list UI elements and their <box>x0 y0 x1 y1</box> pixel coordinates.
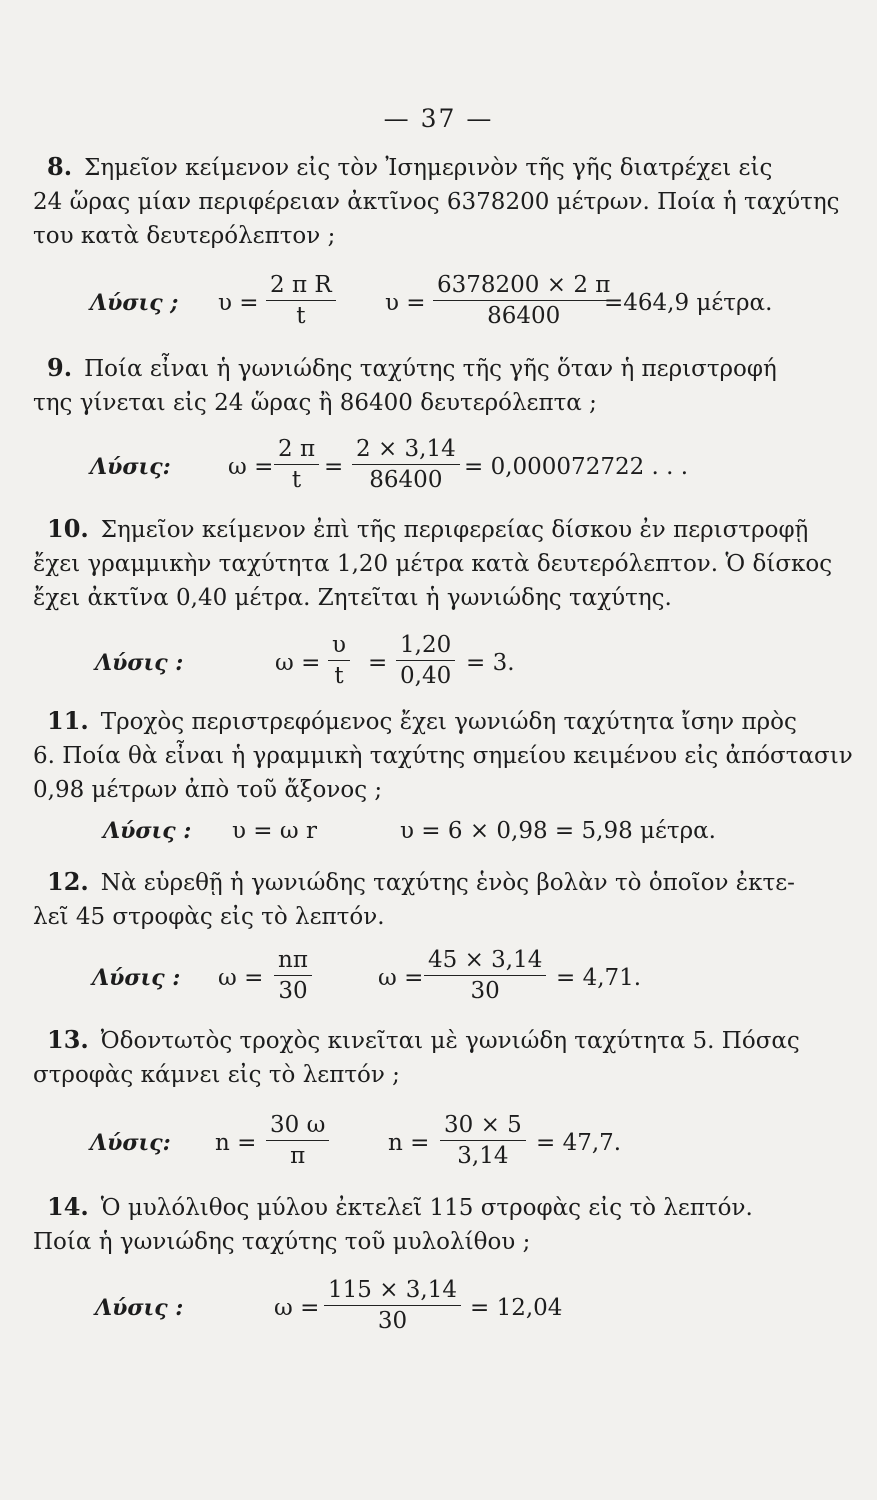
problem-line: 14. Ὁ μυλόλιθος μύλου ἐκτελεῖ 115 στροφὰς εἰς τὸ λεπτόν. <box>47 1192 753 1221</box>
solution-14 <box>0 1275 877 1345</box>
formula-result: = 3. <box>466 650 515 676</box>
problem-line: 0,98 μέτρων ἀπὸ τοῦ ἄξονος ; <box>33 777 383 803</box>
formula-equals: = <box>324 454 344 480</box>
numerator: 2 π R <box>266 272 336 301</box>
formula-lhs: υ = <box>385 290 426 316</box>
numerator: 30 × 5 <box>440 1112 526 1141</box>
numerator: 1,20 <box>396 632 455 661</box>
numerator: 2 π <box>274 436 319 465</box>
solution-label: Λύσις : <box>92 965 181 991</box>
problem-number: 9. <box>47 353 73 382</box>
formula-lhs: ω = <box>218 965 264 991</box>
problem-number: 13. <box>47 1025 89 1054</box>
denominator: 3,14 <box>457 1143 509 1169</box>
formula-fraction <box>274 436 319 493</box>
denominator: π <box>290 1143 306 1169</box>
problem-line: του κατὰ δευτερόλεπτον ; <box>33 223 336 249</box>
problem-number: 10. <box>47 514 89 543</box>
problem-9 <box>33 351 843 420</box>
solution-12 <box>0 943 877 1013</box>
formula-fraction <box>352 436 460 493</box>
problem-line: 12. Νὰ εὑρεθῇ ἡ γωνιώδης ταχύτης ἑνὸς βολὰν τὸ ὁποῖον ἐκτε- <box>47 867 795 896</box>
denominator: 86400 <box>369 467 443 493</box>
formula: υ = ω r <box>232 818 317 844</box>
formula: υ = 6 × 0,98 = 5,98 μέτρα. <box>400 818 716 844</box>
problem-10 <box>33 512 843 615</box>
numerator: nπ <box>274 947 312 976</box>
problem-line: λεῖ 45 στροφὰς εἰς τὸ λεπτόν. <box>33 904 385 930</box>
problem-line: 6. Ποία θὰ εἶναι ἡ γραμμικὴ ταχύτης σημείου κειμένου εἰς ἀπόστασιν <box>33 743 853 769</box>
page-number: — 37 — <box>383 104 494 133</box>
numerator: 45 × 3,14 <box>424 947 546 976</box>
formula-result: = 0,000072722 . . . <box>464 454 689 480</box>
problem-number: 8. <box>47 152 73 181</box>
problem-number: 12. <box>47 867 89 896</box>
problem-11 <box>33 704 853 807</box>
numerator: 6378200 × 2 π <box>433 272 614 301</box>
formula-fraction <box>324 1277 461 1334</box>
solution-label: Λύσις ; <box>90 290 179 316</box>
solution-label: Λύσις : <box>95 650 184 676</box>
denominator: 30 <box>377 1308 408 1334</box>
problem-line: Ποία ἡ γωνιώδης ταχύτης τοῦ μυλολίθου ; <box>33 1229 531 1255</box>
solution-label: Λύσις: <box>90 1130 171 1156</box>
problem-number: 14. <box>47 1192 89 1221</box>
formula-lhs: ω = <box>275 650 321 676</box>
solution-10 <box>0 628 877 698</box>
formula-result: = 12,04 <box>470 1295 563 1321</box>
problem-14 <box>33 1190 843 1259</box>
solution-label: Λύσις : <box>95 1295 184 1321</box>
problem-number: 11. <box>47 706 89 735</box>
formula-lhs: n = <box>215 1130 257 1156</box>
denominator: 0,40 <box>400 663 452 689</box>
problem-13 <box>33 1023 843 1092</box>
numerator: 115 × 3,14 <box>324 1277 461 1306</box>
formula-lhs: ω = <box>228 454 274 480</box>
problem-line: της γίνεται εἰς 24 ὥρας ἢ 86400 δευτερόλεπτα ; <box>33 390 597 416</box>
formula-fraction <box>274 947 312 1004</box>
formula-fraction <box>440 1112 526 1169</box>
solution-label: Λύσις : <box>103 818 192 844</box>
numerator: 2 × 3,14 <box>352 436 460 465</box>
solution-13 <box>0 1108 877 1178</box>
denominator: 30 <box>470 978 500 1004</box>
problem-line: 8. Σημεῖον κείμενον εἰς τὸν Ἰσημερινὸν τῆς γῆς διατρέχει εἰς <box>47 152 773 181</box>
problem-line: 13. Ὀδοντωτὸς τροχὸς κινεῖται μὲ γωνιώδη ταχύτητα 5. Πόσας <box>47 1025 800 1054</box>
denominator: 30 <box>278 978 308 1004</box>
formula-lhs: ω = <box>378 965 424 991</box>
formula-result: =464,9 μέτρα. <box>604 290 773 316</box>
formula-fraction <box>266 272 336 329</box>
formula-result: = 4,71. <box>556 965 642 991</box>
formula-equals: = <box>368 650 388 676</box>
problem-line: 11. Τροχὸς περιστρεφόμενος ἔχει γωνιώδη ταχύτητα ἴσην πρὸς <box>47 706 797 735</box>
denominator: t <box>334 663 344 689</box>
denominator: t <box>296 303 306 329</box>
solution-label: Λύσις: <box>90 454 171 480</box>
denominator: t <box>291 467 302 493</box>
solution-9 <box>0 432 877 502</box>
numerator: υ <box>328 632 350 661</box>
problem-8 <box>33 150 843 253</box>
problem-line: 24 ὥρας μίαν περιφέρειαν ἀκτῖνος 6378200 μέτρων. Ποία ἡ ταχύτης <box>33 189 840 215</box>
numerator: 30 ω <box>266 1112 329 1141</box>
problem-line: ἔχει ἀκτῖνα 0,40 μέτρα. Ζητεῖται ἡ γωνιώδης ταχύτης. <box>33 585 672 611</box>
problem-line: ἔχει γραμμικὴν ταχύτητα 1,20 μέτρα κατὰ δευτερόλεπτον. Ὁ δίσκος <box>33 551 833 577</box>
problem-line: 9. Ποία εἶναι ἡ γωνιώδης ταχύτης τῆς γῆς ὅταν ἡ περιστροφή <box>47 353 777 382</box>
formula-fraction <box>424 947 546 1004</box>
formula-result: = 47,7. <box>536 1130 622 1156</box>
problem-12 <box>33 865 843 934</box>
solution-8 <box>0 268 877 338</box>
formula-lhs: ω = <box>274 1295 320 1321</box>
problem-line: στροφὰς κάμνει εἰς τὸ λεπτόν ; <box>33 1062 400 1088</box>
formula-fraction <box>266 1112 329 1169</box>
problem-line: 10. Σημεῖον κείμενον ἐπὶ τῆς περιφερείας δίσκου ἐν περιστροφῇ <box>47 514 809 543</box>
formula-fraction <box>396 632 455 689</box>
formula-fraction <box>433 272 614 329</box>
formula-fraction <box>328 632 350 689</box>
formula-lhs: υ = <box>218 290 259 316</box>
formula-lhs: n = <box>388 1130 430 1156</box>
denominator: 86400 <box>487 303 561 329</box>
